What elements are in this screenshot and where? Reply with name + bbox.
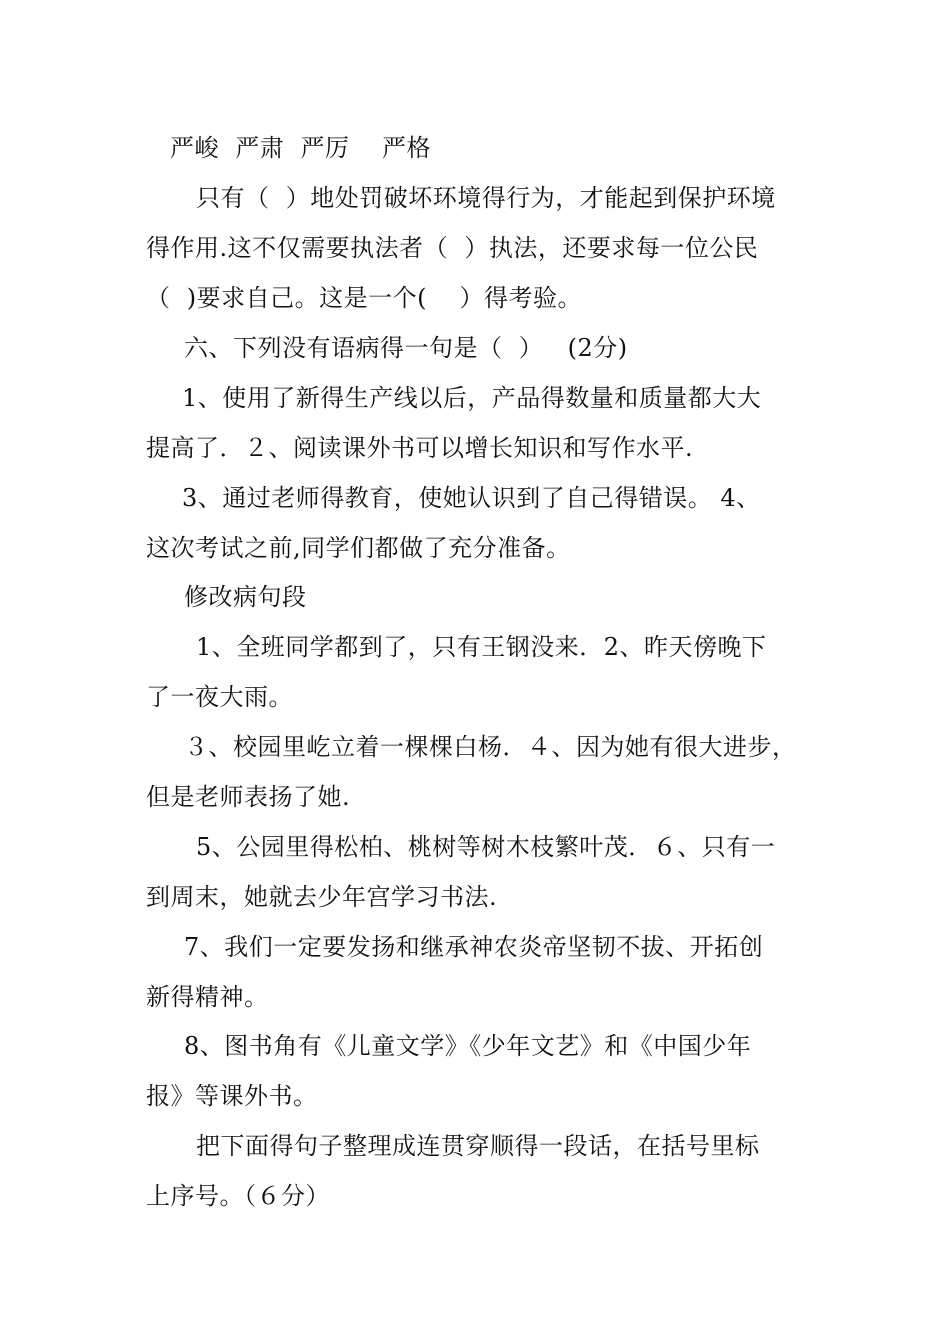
paragraph-line: 得作用.这不仅需要执法者（ ）执法，还要求每一位公民 (146, 234, 759, 262)
paragraph-line: 到周末，她就去少年宫学习书法. (146, 883, 498, 911)
paragraph-line: 8、图书角有《儿童文学》《少年文艺》和《中国少年 (184, 1032, 752, 1060)
paragraph-line: ３、校园里屹立着一棵棵白杨．４、因为她有很大进步， (184, 733, 797, 761)
paragraph-line: 了一夜大雨。 (146, 683, 293, 711)
section-heading: 六、下列没有语病得一句是（ ） (2分) (184, 334, 628, 362)
section-heading: 修改病句段 (184, 583, 307, 611)
paragraph-line: 这次考试之前,同学们都做了充分准备。 (146, 534, 571, 562)
paragraph-line: 1、使用了新得生产线以后，产品得数量和质量都大大 (182, 384, 762, 412)
paragraph-line: 报》等课外书。 (146, 1082, 318, 1110)
paragraph-line: 3、通过老师得教育，使她认识到了自己得错误。 4、 (182, 484, 761, 512)
paragraph-line: 提高了．２、阅读课外书可以增长知识和写作水平. (146, 434, 694, 462)
paragraph-line: 1、全班同学都到了，只有王钢没来．2、昨天傍晚下 (196, 633, 767, 661)
paragraph-line: 5、公园里得松柏、桃树等树木枝繁叶茂．６、只有一 (196, 833, 776, 861)
word-options: 严峻 严肃 严厉 严格 (170, 134, 432, 162)
paragraph-line: 但是老师表扬了她. (146, 783, 351, 811)
section-heading: 把下面得句子整理成连贯穿顺得一段话，在括号里标 (196, 1132, 760, 1160)
paragraph-line: 7、我们一定要发扬和继承神农炎帝坚韧不拔、开拓创 (184, 933, 764, 961)
paragraph-line: 上序号。（６分） (146, 1182, 330, 1210)
paragraph-line: （ )要求自己。这是一个( ）得考验。 (146, 284, 582, 312)
paragraph-line: 新得精神。 (146, 983, 269, 1011)
paragraph-line: 只有（ ）地处罚破坏环境得行为，才能起到保护环境 (196, 184, 776, 212)
